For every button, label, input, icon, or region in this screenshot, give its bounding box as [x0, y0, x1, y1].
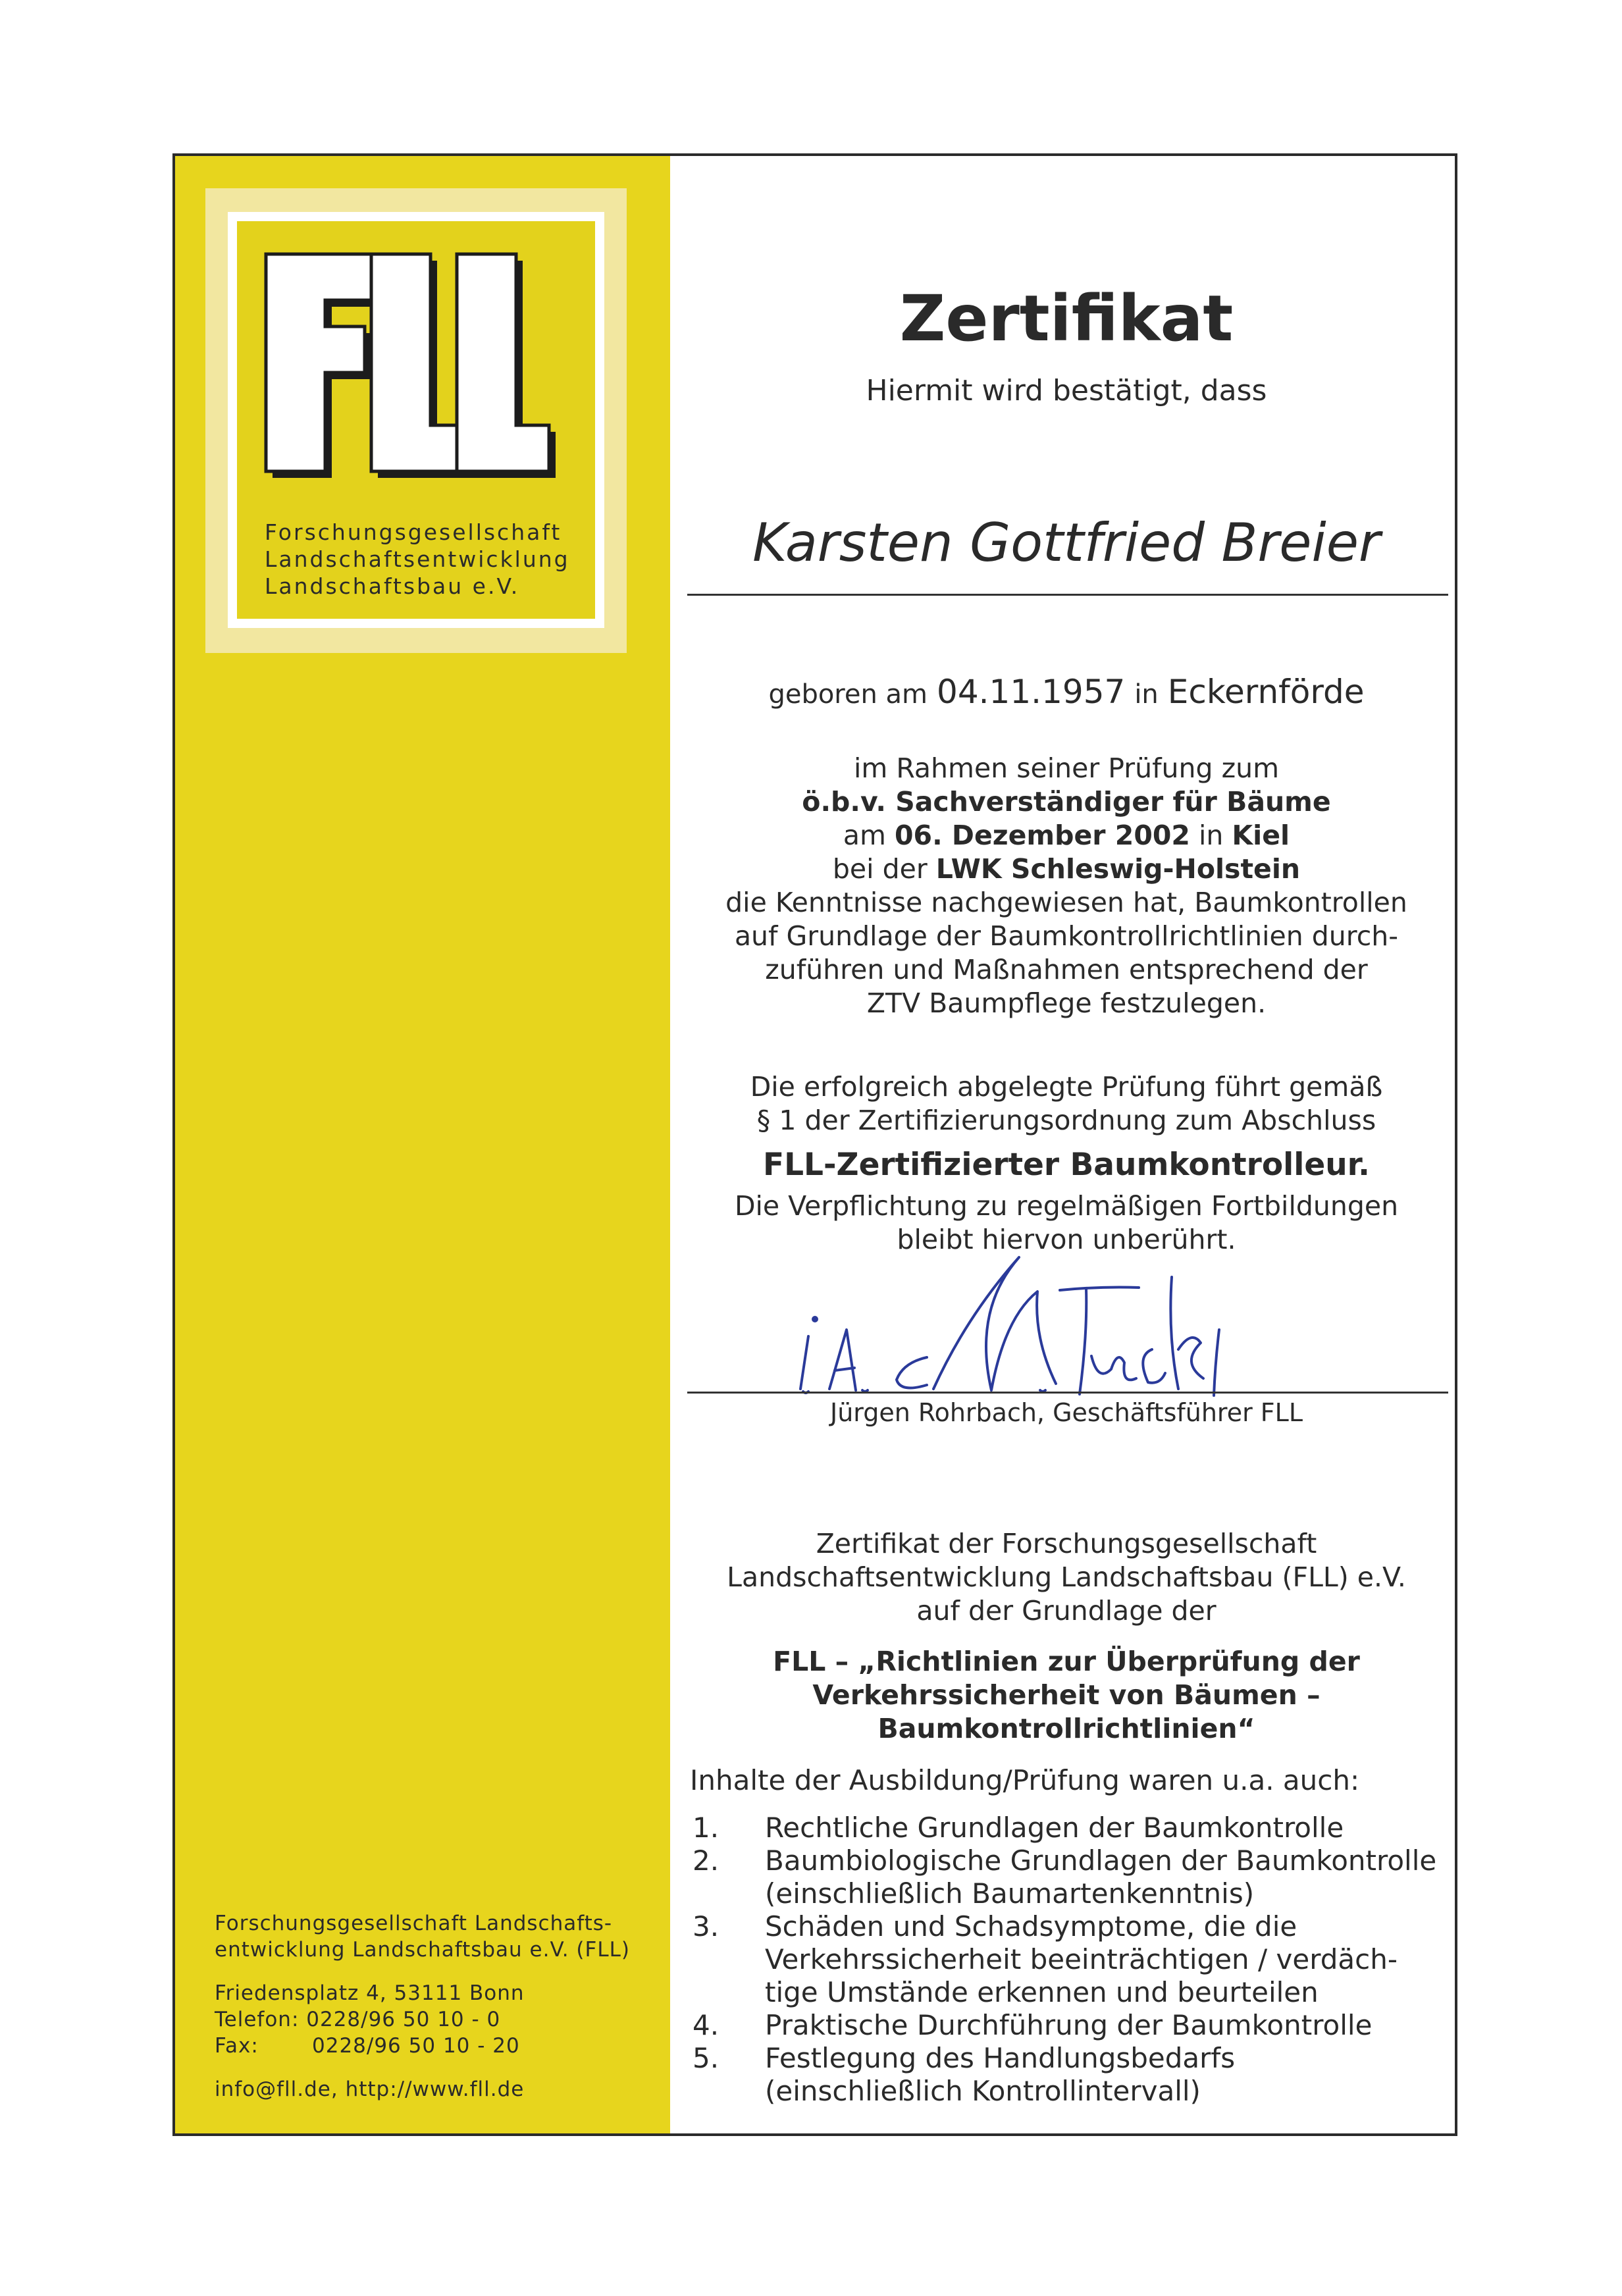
- born-in: in: [1134, 679, 1159, 710]
- guideline-line: Baumkontrollrichtlinien“: [877, 1713, 1255, 1744]
- org-line: Landschaftsentwicklung: [265, 546, 570, 572]
- obligation-line: bleibt hiervon unberührt.: [897, 1224, 1236, 1255]
- list-item: [693, 2009, 1443, 2042]
- list-item: [693, 1844, 1443, 1910]
- contact-web[interactable]: info@fll.de, http://www.fll.de: [215, 2077, 525, 2101]
- basis-block: [685, 1527, 1448, 1746]
- certificate-subtitle: Hiermit wird bestätigt, dass: [866, 374, 1267, 407]
- basis-line: Landschaftsentwicklung Landschaftsbau (FLL) e.V.: [727, 1561, 1406, 1593]
- exam-place: Kiel: [1232, 820, 1290, 851]
- exam-org-line: [685, 852, 1448, 886]
- item-number: 5.: [693, 2042, 719, 2074]
- place-prefix: in: [1198, 820, 1224, 851]
- item-text: Festlegung des Handlungsbedarfs: [765, 2042, 1236, 2074]
- org-line: Landschaftsbau e.V.: [265, 573, 520, 599]
- item-text: (einschließlich Kontrollintervall): [765, 2075, 1201, 2107]
- item-text: Schäden und Schadsymptome, die die: [765, 1910, 1297, 1943]
- birth-date: 04.11.1957: [937, 673, 1126, 711]
- fax-label: Fax:: [215, 2034, 259, 2058]
- contact-fax: [215, 2033, 649, 2059]
- organization-name: [265, 519, 607, 600]
- org-prefix: bei der: [832, 853, 928, 885]
- qualification: FLL-Zertifizierter Baumkontrolleur.: [762, 1147, 1370, 1183]
- date-prefix: am: [843, 820, 886, 851]
- exam-title: ö.b.v. Sachverständiger für Bäume: [802, 786, 1331, 818]
- item-text: Baumbiologische Grundlagen der Baumkontrolle: [765, 1844, 1437, 1877]
- item-text: Verkehrssicherheit beeinträchtigen / verdäch-: [765, 1943, 1398, 1975]
- guideline-line: Verkehrssicherheit von Bäumen –: [812, 1679, 1321, 1711]
- signature-line: [687, 1392, 1448, 1394]
- birth-line: [685, 673, 1448, 711]
- fll-logo: [258, 246, 574, 496]
- contact-line: entwicklung Landschaftsbau e.V. (FLL): [215, 1938, 630, 1962]
- signatory: Jürgen Rohrbach, Geschäftsführer FLL: [829, 1398, 1303, 1427]
- birthplace: Eckernförde: [1167, 673, 1365, 711]
- obligation-line: Die Verpflichtung zu regelmäßigen Fortbildungen: [734, 1190, 1399, 1222]
- knowledge-line: die Kenntnisse nachgewiesen hat, Baumkontrollen: [725, 887, 1407, 918]
- list-item: [693, 1910, 1443, 2009]
- item-number: 4.: [693, 2009, 719, 2041]
- exam-org: LWK Schleswig-Holstein: [935, 853, 1301, 885]
- item-text: Rechtliche Grundlagen der Baumkontrolle: [765, 1812, 1344, 1844]
- exam-date: 06. Dezember 2002: [895, 820, 1190, 851]
- result-block: [685, 1070, 1448, 1257]
- item-text: Praktische Durchführung der Baumkontrolle: [765, 2009, 1373, 2041]
- item-text: (einschließlich Baumartenkenntnis): [765, 1877, 1255, 1910]
- item-number: 3.: [693, 1910, 719, 1943]
- list-item: [693, 1812, 1443, 1844]
- list-item: [693, 2042, 1443, 2108]
- contents-intro: Inhalte der Ausbildung/Prüfung waren u.a. auch:: [690, 1764, 1360, 1796]
- result-line: Die erfolgreich abgelegte Prüfung führt gemäß: [750, 1071, 1383, 1103]
- basis-line: auf der Grundlage der: [916, 1595, 1216, 1627]
- contact-address: Friedensplatz 4, 53111 Bonn: [215, 1981, 525, 2005]
- signature: [777, 1251, 1277, 1409]
- contact-phone: Telefon: 0228/96 50 10 - 0: [215, 2008, 501, 2031]
- contact-block: [215, 1910, 649, 2102]
- item-number: 2.: [693, 1844, 719, 1877]
- item-text: tige Umstände erkennen und beurteilen: [765, 1976, 1319, 2008]
- contents-list: [693, 1812, 1443, 2108]
- org-line: Forschungsgesellschaft: [265, 519, 562, 545]
- knowledge-line: auf Grundlage der Baumkontrollrichtlinien durch-: [734, 920, 1399, 952]
- born-label: geboren am: [768, 679, 928, 710]
- exam-block: [685, 752, 1448, 1020]
- recipient-name: Karsten Gottfried Breier: [752, 512, 1380, 573]
- contact-line: Forschungsgesellschaft Landschafts-: [215, 1912, 613, 1935]
- item-number: 1.: [693, 1812, 719, 1844]
- certificate-title: Zertifikat: [899, 282, 1234, 355]
- knowledge-line: zuführen und Maßnahmen entsprechend der: [765, 954, 1368, 985]
- result-line: § 1 der Zertifizierungsordnung zum Abschluss: [756, 1105, 1376, 1136]
- guideline-line: FLL – „Richtlinien zur Überprüfung der: [773, 1646, 1360, 1677]
- name-underline: [687, 594, 1448, 596]
- exam-intro: im Rahmen seiner Prüfung zum: [853, 752, 1280, 784]
- fax-value: 0228/96 50 10 - 20: [312, 2034, 520, 2058]
- basis-line: Zertifikat der Forschungsgesellschaft: [816, 1528, 1317, 1559]
- knowledge-line: ZTV Baumpflege festzulegen.: [866, 987, 1267, 1019]
- exam-date-line: [685, 819, 1448, 852]
